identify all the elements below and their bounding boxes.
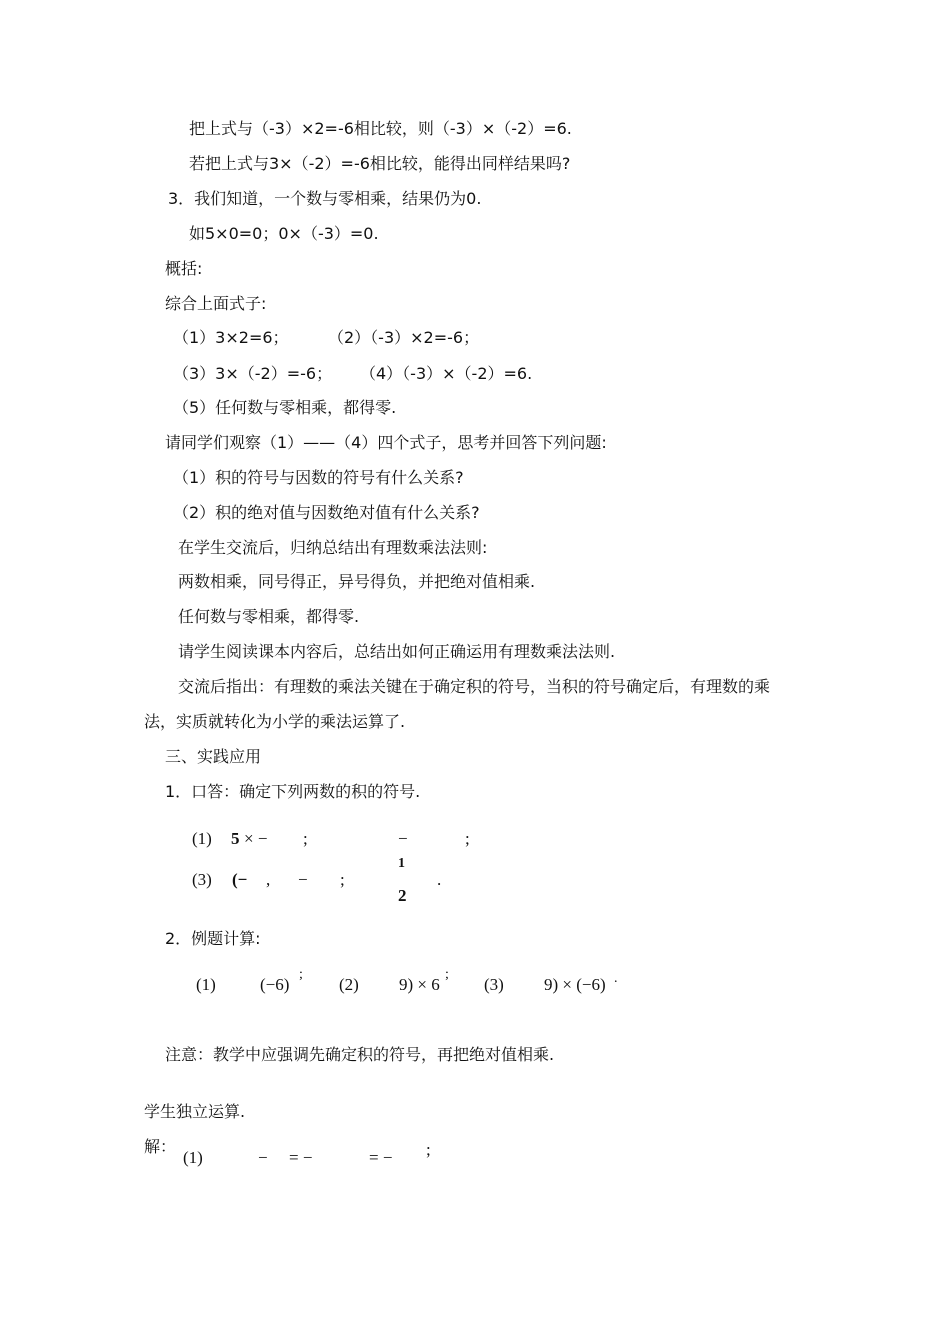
math-fragment: −: [398, 829, 408, 848]
fraction-numerator: 1: [398, 856, 405, 871]
item-number: (3): [484, 975, 504, 994]
text-line: 在学生交流后，归纳总结出有理数乘法法则:: [178, 538, 488, 557]
math-fragment: −: [298, 870, 308, 889]
math-fragment: 5: [231, 829, 240, 848]
text-line: 学生独立运算.: [144, 1102, 246, 1121]
math-fragment: 9) × (−6): [544, 975, 606, 994]
math-fragment: ;: [303, 829, 308, 848]
item-number: (1): [183, 1148, 203, 1167]
text-line: （3）3×（-2）=-6；: [173, 364, 333, 383]
math-fragment: ;: [445, 967, 449, 982]
text-line: （5）任何数与零相乘，都得零.: [173, 398, 397, 417]
math-fragment: 9) × 6: [399, 975, 440, 994]
text-line: 把上式与（-3）×2=-6相比较，则（-3）×（-2）=6.: [189, 119, 572, 138]
math-fragment: ;: [299, 967, 303, 982]
text-line: （2）积的绝对值与因数绝对值有什么关系?: [173, 503, 480, 522]
math-fragment: = −: [289, 1148, 313, 1167]
text-line: 3．我们知道，一个数与零相乘，结果仍为0.: [168, 189, 482, 208]
math-fragment: ;: [465, 829, 470, 848]
math-fragment: ;: [426, 1140, 431, 1159]
text-line: 请同学们观察（1）——（4）四个式子，思考并回答下列问题:: [165, 433, 607, 452]
text-line: （4）（-3）×（-2）=6.: [360, 364, 533, 383]
math-fragment: (−6): [260, 975, 290, 994]
math-fragment: (−: [232, 870, 248, 889]
text-line: 1．口答：确定下列两数的积的符号.: [165, 782, 421, 801]
text-line: （2）（-3）×2=-6；: [328, 328, 480, 347]
math-fragment: ;: [340, 870, 345, 889]
math-fragment: −: [258, 1148, 268, 1167]
text-line: 如5×0=0；0×（-3）=0.: [189, 224, 379, 243]
item-number: (1): [196, 975, 216, 994]
math-fragment: .: [437, 870, 442, 889]
text-line: 任何数与零相乘，都得零.: [178, 607, 360, 626]
fraction-denominator: 2: [398, 886, 407, 905]
text-line: 交流后指出：有理数的乘法关键在于确定积的符号，当积的符号确定后，有理数的乘: [178, 677, 771, 696]
item-number: (3): [192, 870, 212, 889]
math-fragment: .: [614, 971, 618, 986]
text-line: 综合上面式子:: [165, 294, 267, 313]
text-line: 请学生阅读课本内容后，总结出如何正确运用有理数乘法法则.: [178, 642, 616, 661]
section-heading: 三、实践应用: [165, 747, 262, 766]
text-line: 概括:: [165, 259, 203, 278]
math-fragment: ,: [266, 870, 271, 889]
text-line: 2．例题计算:: [165, 929, 261, 948]
math-fragment: = −: [369, 1148, 393, 1167]
text-line: 若把上式与3×（-2）=-6相比较，能得出同样结果吗?: [189, 154, 571, 173]
text-line: 法，实质就转化为小学的乘法运算了.: [144, 712, 406, 731]
text-line: 解：: [144, 1137, 177, 1156]
text-line: （1）3×2=6；: [173, 328, 289, 347]
math-fragment: × −: [244, 829, 268, 848]
item-number: (1): [192, 829, 212, 848]
item-number: (2): [339, 975, 359, 994]
text-line: 两数相乘，同号得正，异号得负，并把绝对值相乘.: [178, 572, 536, 591]
text-line: 注意：教学中应强调先确定积的符号，再把绝对值相乘.: [165, 1045, 555, 1064]
text-line: （1）积的符号与因数的符号有什么关系?: [173, 468, 464, 487]
